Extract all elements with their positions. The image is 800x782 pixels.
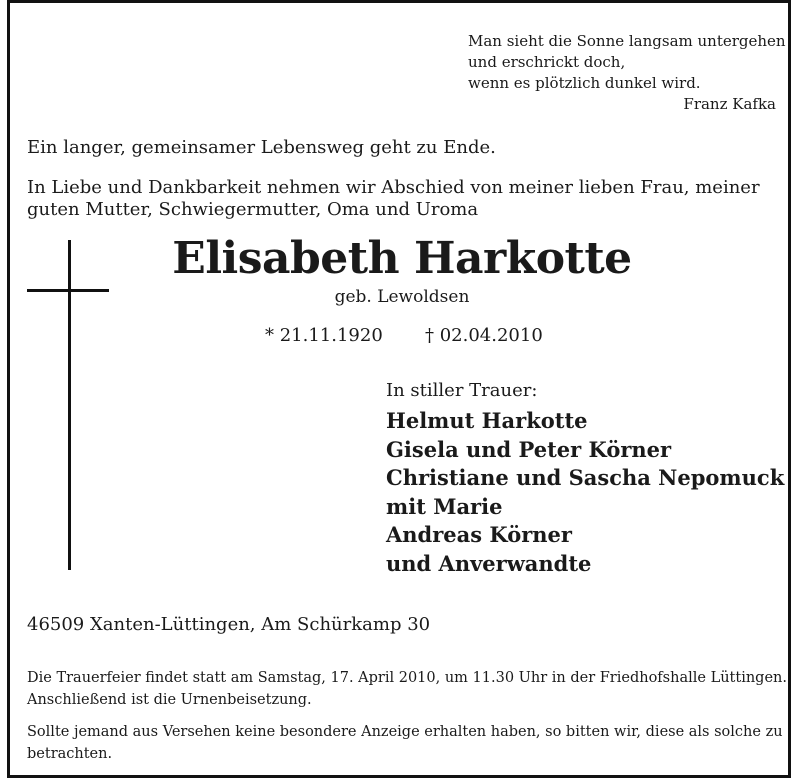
- mourners-list: [386, 407, 784, 578]
- mourner-name: Andreas Körner: [386, 522, 572, 547]
- mourner-name: Christiane und Sascha Nepomuck: [386, 465, 785, 490]
- mourner-name: Helmut Harkotte: [386, 408, 588, 433]
- intro-line: Ein langer, gemeinsamer Lebensweg geht zu Ende.: [27, 137, 496, 158]
- death-date: † 02.04.2010: [425, 325, 543, 346]
- notice-text: Sollte jemand aus Versehen keine besondere Anzeige erhalten haben, so bitten wir, diese als solche zu betrachten.: [27, 724, 783, 762]
- family-address: 46509 Xanten-Lüttingen, Am Schürkamp 30: [27, 614, 431, 635]
- kafka-quote: [468, 31, 786, 115]
- mourner-name: mit Marie: [386, 493, 503, 519]
- birth-date: * 21.11.1920: [265, 325, 383, 346]
- quote-line: und erschrickt doch,: [468, 53, 626, 71]
- mourning-label: In stiller Trauer:: [386, 380, 538, 401]
- quote-line: Man sieht die Sonne langsam untergehen: [468, 32, 786, 50]
- mourner-name: und Anverwandte: [386, 550, 592, 576]
- quote-author: Franz Kafka: [683, 95, 776, 113]
- deceased-name: Elisabeth Harkotte: [172, 233, 632, 284]
- intro-farewell: In Liebe und Dankbarkeit nehmen wir Abschied von meiner lieben Frau, meiner guten Mutter, Schwiegermutter, Oma und Uroma: [27, 177, 760, 220]
- mourner-name: Gisela und Peter Körner: [386, 436, 672, 462]
- quote-line: wenn es plötzlich dunkel wird.: [468, 74, 701, 92]
- obituary-notice: [7, 0, 791, 778]
- maiden-name: geb. Lewoldsen: [334, 287, 470, 307]
- ceremony-info: Die Trauerfeier findet statt am Samstag, 17. April 2010, um 11.30 Uhr in der Friedhofshalle Lüttingen. Anschließend ist die Urnenbeisetzung.: [27, 670, 787, 708]
